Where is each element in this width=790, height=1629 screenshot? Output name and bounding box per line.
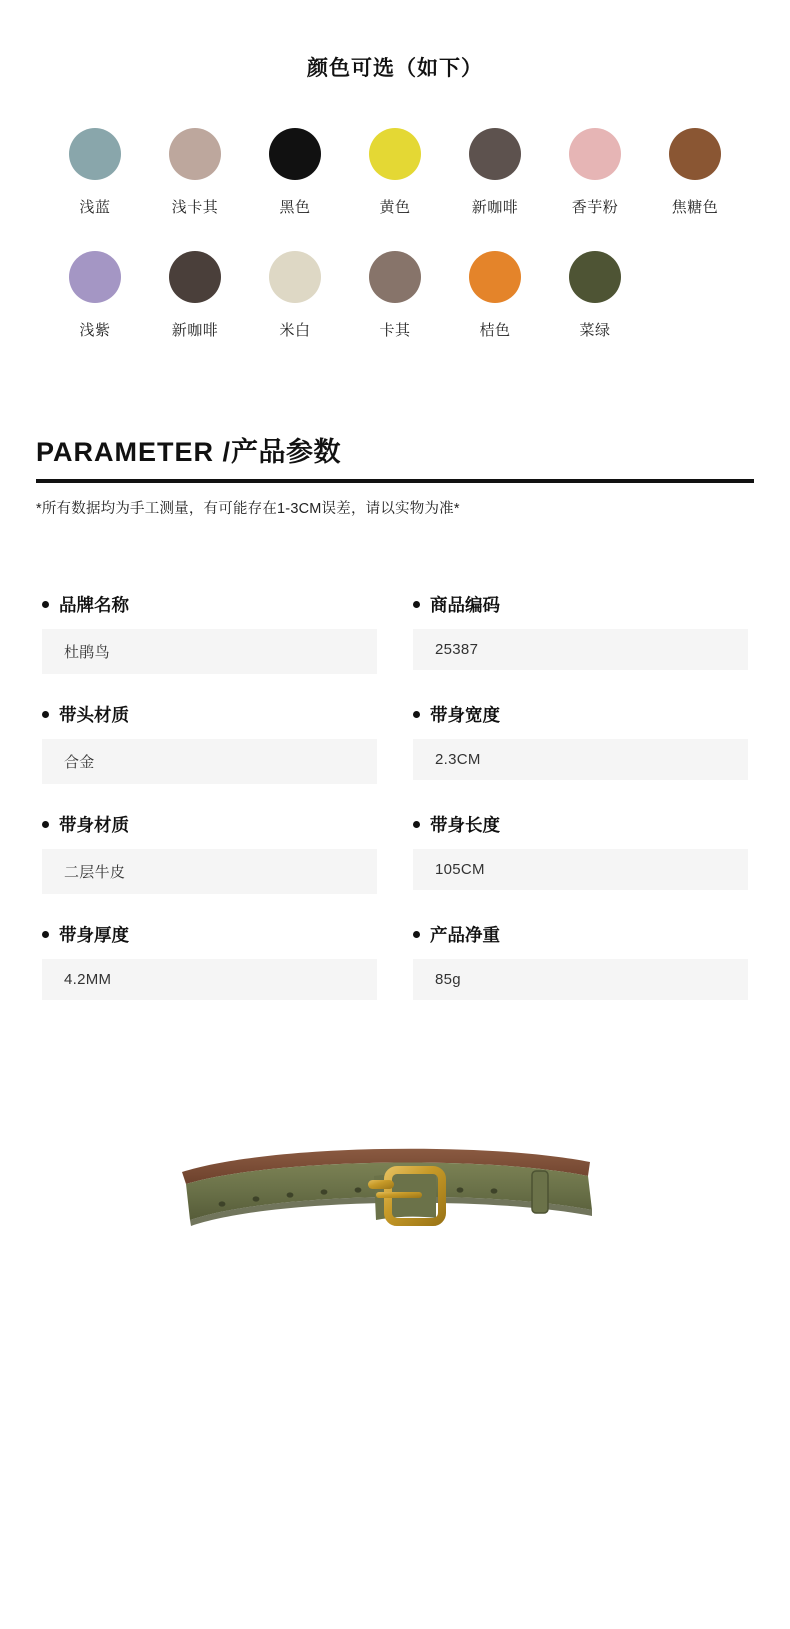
bullet-icon <box>413 711 420 718</box>
product-image-section <box>0 1124 790 1334</box>
belt-hole <box>457 1187 464 1192</box>
parameter-divider <box>36 479 754 483</box>
spec-item-strap-width <box>413 702 748 784</box>
color-swatch[interactable] <box>545 128 645 217</box>
color-swatch[interactable] <box>145 251 245 340</box>
spec-label-text: 带身宽度 <box>430 705 500 725</box>
spec-item-brand <box>42 592 377 674</box>
spec-label <box>42 592 377 617</box>
bullet-icon <box>42 711 49 718</box>
color-swatch[interactable] <box>645 128 745 217</box>
color-dot <box>69 128 121 180</box>
spec-table <box>36 592 754 1028</box>
color-label: 桔色 <box>479 322 511 339</box>
buckle-bar <box>368 1180 394 1189</box>
belt-graphic <box>160 1124 630 1324</box>
spec-item-strap-material <box>42 812 377 894</box>
bullet-icon <box>413 931 420 938</box>
parameter-section <box>0 430 790 1028</box>
color-dot <box>669 128 721 180</box>
color-dot <box>269 128 321 180</box>
color-label: 卡其 <box>379 322 411 339</box>
spec-label-text: 品牌名称 <box>59 595 129 615</box>
buckle-prong <box>376 1192 422 1198</box>
spec-value: 杜鹃鸟 <box>42 629 377 674</box>
spec-label-text: 带身长度 <box>430 815 500 835</box>
color-label: 黑色 <box>279 199 311 216</box>
color-dot <box>69 251 121 303</box>
measurement-note: *所有数据均为手工测量，有可能存在1-3CM误差，请以实物为准* <box>36 501 460 517</box>
parameter-heading-en: PARAMETER / <box>36 437 232 467</box>
color-section-title: 颜色可选（如下） <box>307 57 483 80</box>
color-dot <box>169 128 221 180</box>
spec-item-buckle-material <box>42 702 377 784</box>
spec-item-sku <box>413 592 748 674</box>
color-swatch-row <box>0 128 790 217</box>
color-swatch[interactable] <box>545 251 645 340</box>
spec-value: 25387 <box>413 629 748 670</box>
spec-item-strap-thickness <box>42 922 377 1000</box>
color-swatch[interactable] <box>245 251 345 340</box>
spec-value: 105CM <box>413 849 748 890</box>
color-dot <box>569 251 621 303</box>
spec-value: 2.3CM <box>413 739 748 780</box>
belt-hole <box>491 1188 498 1193</box>
color-swatch[interactable] <box>45 251 145 340</box>
color-dot <box>469 128 521 180</box>
belt-hole <box>321 1189 328 1194</box>
color-label: 浅蓝 <box>79 199 111 216</box>
bullet-icon <box>42 601 49 608</box>
spec-value: 合金 <box>42 739 377 784</box>
color-dot <box>269 251 321 303</box>
spec-label-text: 产品净重 <box>430 925 500 945</box>
color-options-section <box>0 0 790 340</box>
spec-label-text: 带身材质 <box>59 815 129 835</box>
spec-label <box>413 812 748 837</box>
spec-label <box>42 922 377 947</box>
color-label: 黄色 <box>379 199 411 216</box>
color-dot <box>569 128 621 180</box>
spec-label <box>413 592 748 617</box>
color-label: 浅卡其 <box>171 199 219 216</box>
parameter-heading-cn: 产品参数 <box>231 437 342 467</box>
color-swatch[interactable] <box>345 128 445 217</box>
spec-label-text: 商品编码 <box>430 595 500 615</box>
color-swatch[interactable] <box>245 128 345 217</box>
color-swatch[interactable] <box>45 128 145 217</box>
belt-illustration <box>0 1124 790 1324</box>
belt-hole <box>355 1187 362 1192</box>
color-label: 新咖啡 <box>471 199 519 216</box>
color-label: 米白 <box>279 322 311 339</box>
spec-label <box>42 812 377 837</box>
color-swatch[interactable] <box>445 251 545 340</box>
color-label: 香芋粉 <box>571 199 619 216</box>
bullet-icon <box>413 821 420 828</box>
bullet-icon <box>42 821 49 828</box>
color-dot <box>369 128 421 180</box>
spec-label-text: 带身厚度 <box>59 925 129 945</box>
parameter-heading <box>36 430 754 479</box>
spec-label <box>413 702 748 727</box>
spec-label <box>413 922 748 947</box>
color-swatch-rows <box>0 128 790 340</box>
spec-item-net-weight <box>413 922 748 1000</box>
color-swatch[interactable] <box>145 128 245 217</box>
color-label: 浅紫 <box>79 322 111 339</box>
color-dot <box>469 251 521 303</box>
bullet-icon <box>42 931 49 938</box>
color-label: 菜绿 <box>579 322 611 339</box>
color-swatch[interactable] <box>345 251 445 340</box>
belt-hole <box>287 1192 294 1197</box>
color-label: 焦糖色 <box>671 199 719 216</box>
spec-value: 二层牛皮 <box>42 849 377 894</box>
color-dot <box>169 251 221 303</box>
spec-value: 4.2MM <box>42 959 377 1000</box>
color-swatch-row <box>0 251 790 340</box>
spec-label <box>42 702 377 727</box>
bullet-icon <box>413 601 420 608</box>
belt-keeper-loop <box>532 1171 548 1213</box>
spec-label-text: 带头材质 <box>59 705 129 725</box>
belt-hole <box>253 1196 260 1201</box>
color-dot <box>369 251 421 303</box>
color-swatch[interactable] <box>445 128 545 217</box>
spec-value: 85g <box>413 959 748 1000</box>
belt-hole <box>219 1201 226 1206</box>
color-label: 新咖啡 <box>171 322 219 339</box>
spec-item-strap-length <box>413 812 748 894</box>
